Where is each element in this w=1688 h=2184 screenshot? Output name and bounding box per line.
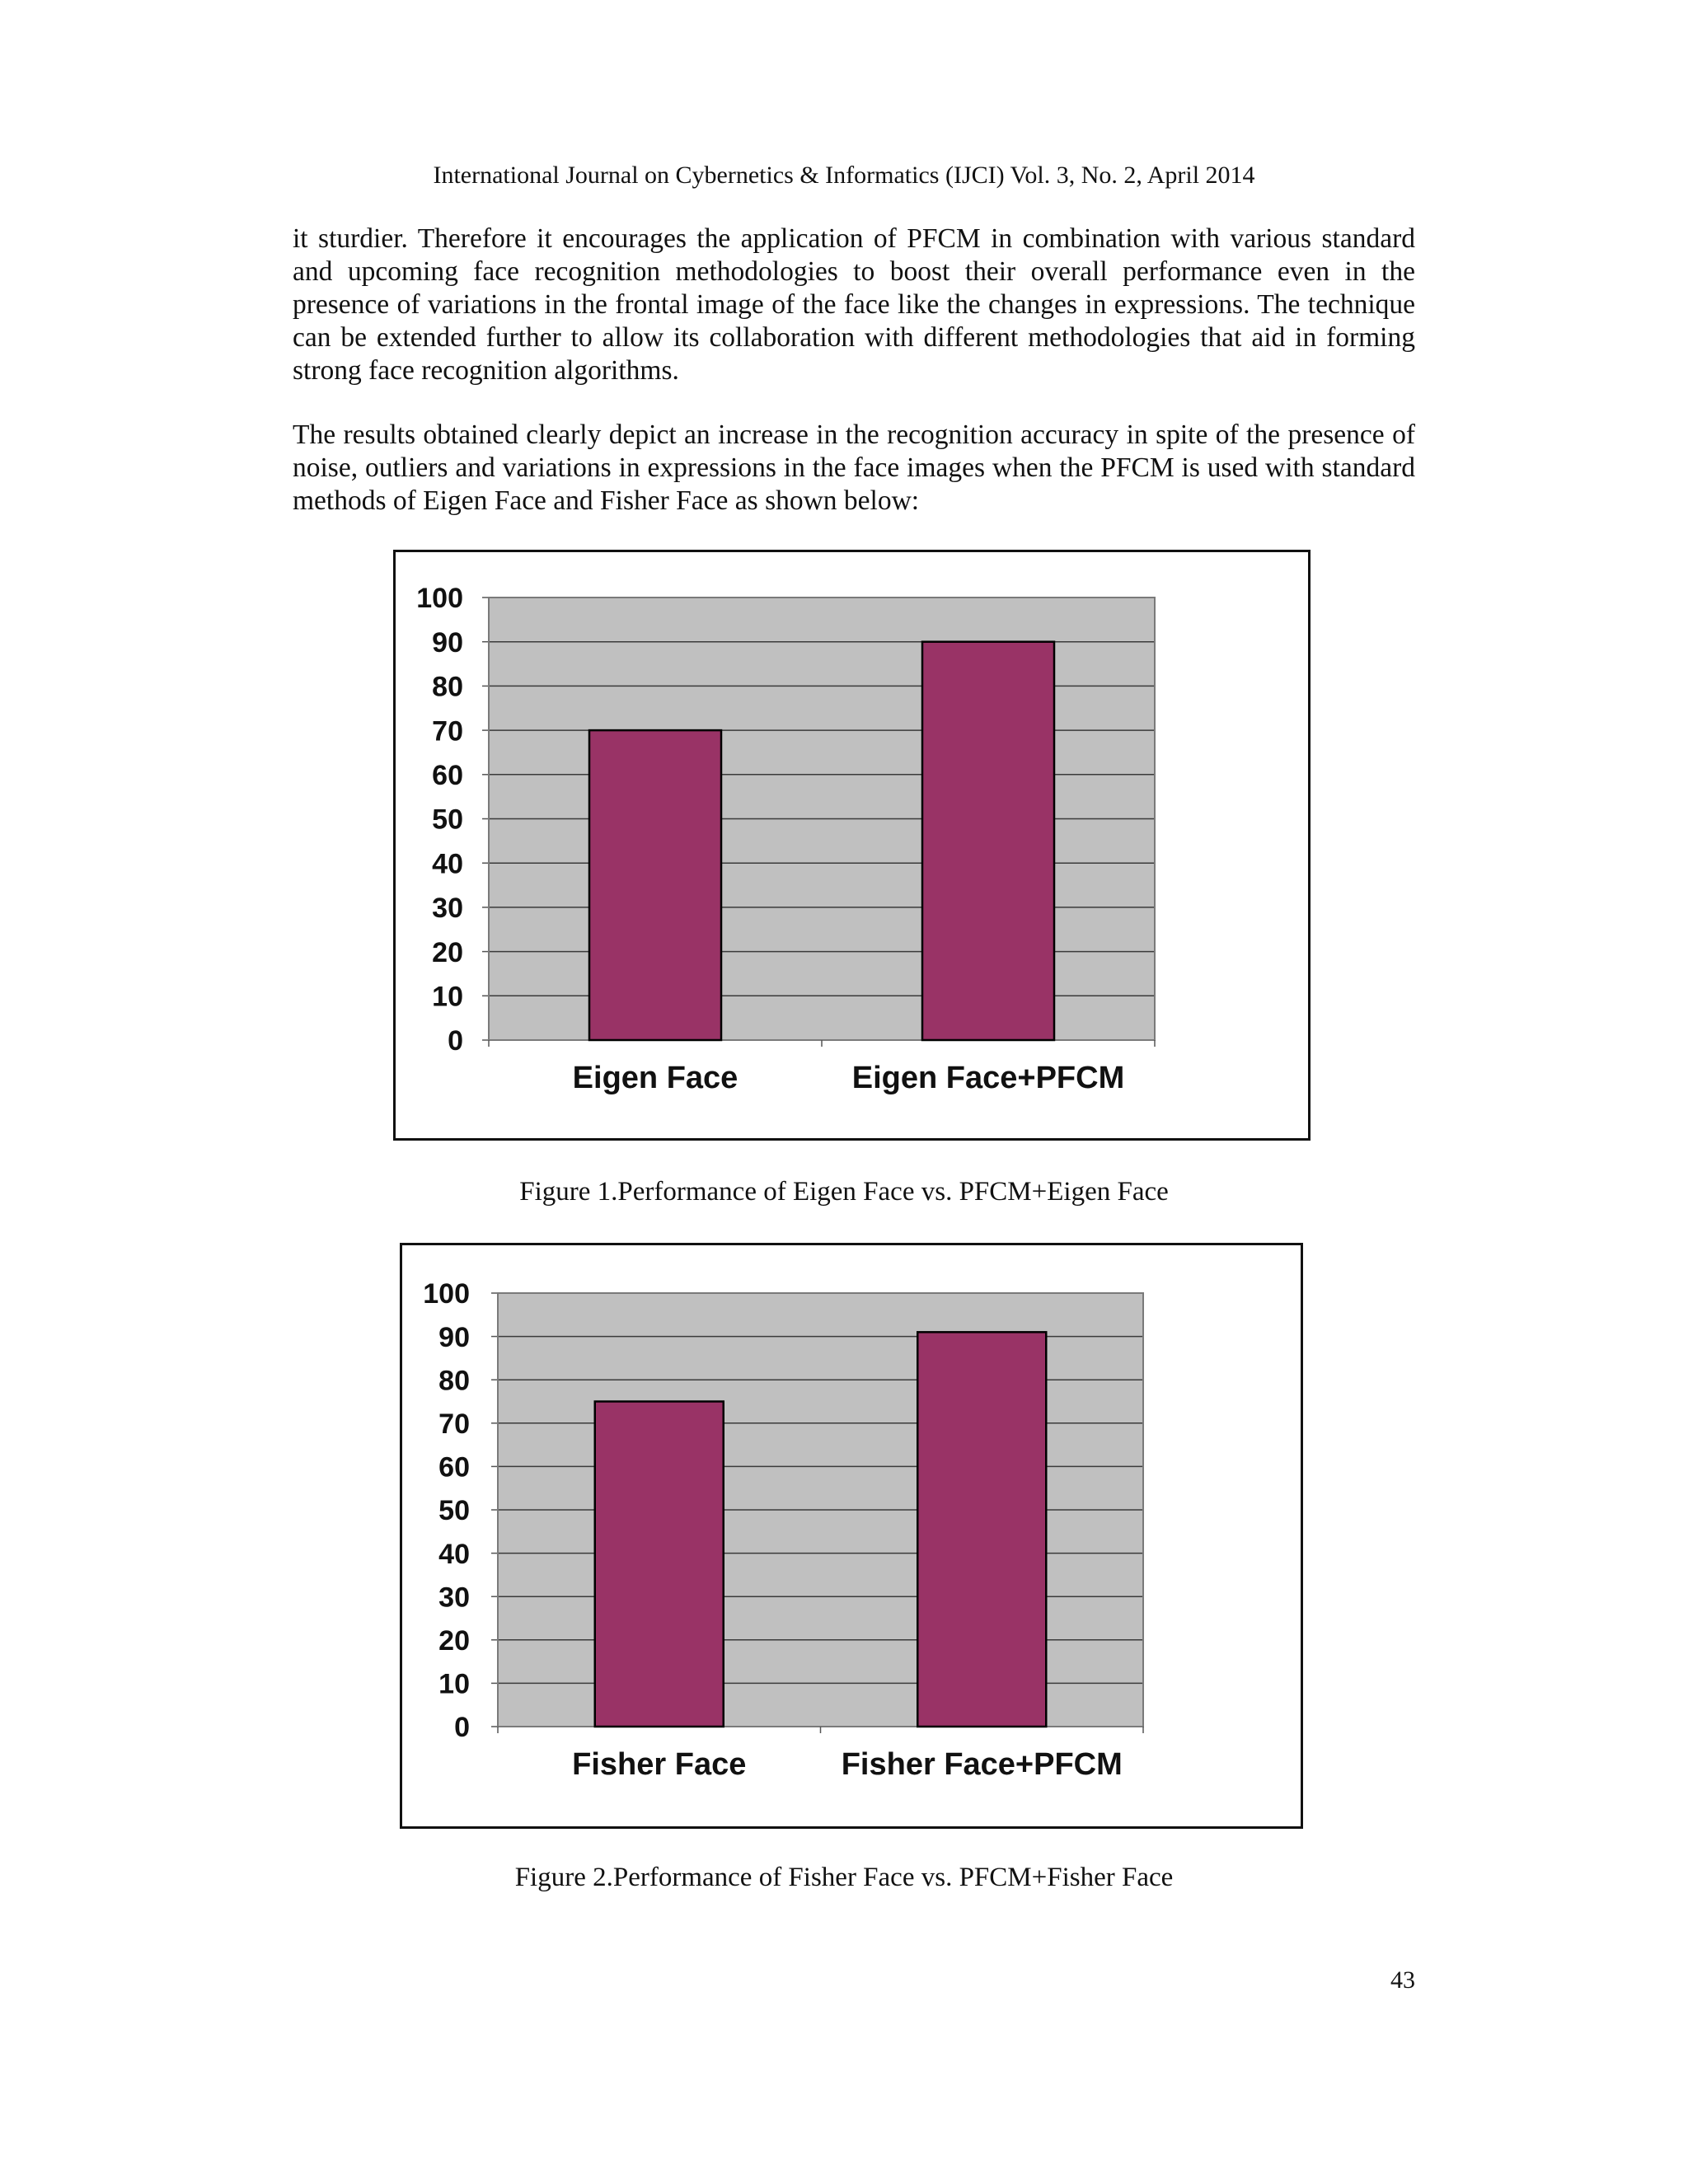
y-tick-label: 100 [416,583,463,615]
y-tick-label: 30 [432,893,463,925]
y-tick-label: 40 [438,1538,470,1570]
y-tick-label: 80 [432,671,463,703]
x-category-label: Eigen Face [572,1061,738,1095]
y-tick-label: 50 [432,804,463,836]
bar [922,642,1054,1040]
figure-1-caption: Figure 1.Performance of Eigen Face vs. PFCM+Eigen Face [519,1177,1169,1207]
y-tick-label: 70 [432,715,463,748]
y-tick-label: 10 [438,1668,470,1700]
figure-2-svg [402,1245,1301,1826]
figure-2-caption: Figure 2.Performance of Fisher Face vs. PFCM+Fisher Face [514,1863,1174,1892]
x-category-label: Eigen Face+PFCM [851,1061,1125,1095]
x-category-label: Fisher Face [572,1747,747,1782]
paragraph-2: The results obtained clearly depict an increase in the recognition accuracy in spite of the presence of noise, outliers and variations in expressions in the face images when the PFCM is used with standard methods of Eigen Face and Fisher Face as shown below: [293,419,1415,516]
x-category-label: Fisher Face+PFCM [841,1747,1123,1782]
y-tick-label: 0 [448,1025,463,1057]
figure-1-svg [396,552,1308,1138]
y-tick-label: 60 [438,1451,470,1483]
y-tick-label: 70 [438,1408,470,1441]
y-tick-label: 30 [438,1582,470,1614]
bar [589,730,721,1040]
y-tick-label: 0 [454,1712,470,1744]
figure-2-chart [400,1243,1303,1829]
y-tick-label: 100 [423,1278,470,1310]
y-tick-label: 80 [438,1365,470,1397]
bar [595,1402,724,1727]
y-tick-label: 40 [432,848,463,880]
y-tick-label: 10 [432,981,463,1013]
bar [917,1332,1046,1727]
journal-header: International Journal on Cybernetics & Informatics (IJCI) Vol. 3, No. 2, April 2014 [433,162,1255,189]
paragraph-1: it sturdier. Therefore it encourages the application of PFCM in combination with various standard and upcoming face recognition methodologies to boost their overall performance even in the presence of variations in the frontal image of the face like the changes in expressions. The technique can be extended further to allow its collaboration with different methodologies that aid in forming strong face recognition algorithms. [293,223,1415,386]
y-tick-label: 20 [438,1625,470,1657]
page-number: 43 [1390,1966,1415,1994]
y-tick-label: 60 [432,760,463,792]
y-tick-label: 50 [438,1495,470,1527]
y-tick-label: 20 [432,936,463,968]
y-tick-label: 90 [438,1321,470,1353]
figure-1-chart [393,550,1311,1141]
y-tick-label: 90 [432,626,463,658]
